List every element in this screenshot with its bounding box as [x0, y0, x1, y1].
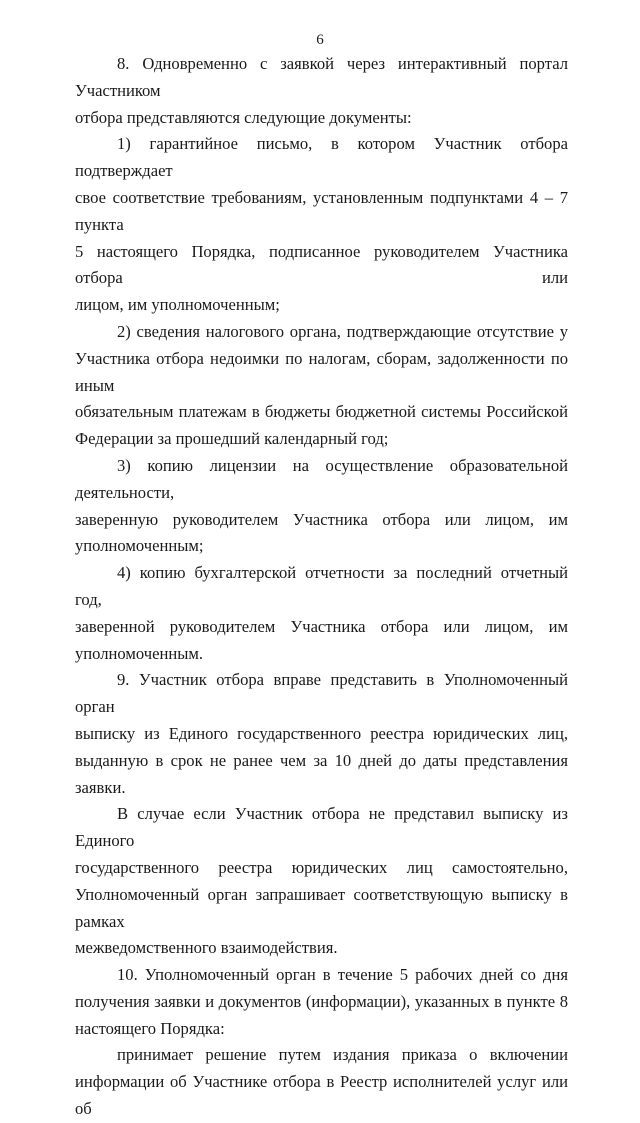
text-line: Участника отбора недоимки по налогам, сборам, задолженности по иным	[75, 348, 568, 395]
paragraph-9	[75, 667, 568, 801]
text-line: межведомственного взаимодействия.	[75, 938, 338, 958]
text-line: настоящего Порядка:	[75, 1018, 225, 1038]
text-line: 4) копию бухгалтерской отчетности за последний отчетный год,	[75, 563, 568, 609]
text-line: принимает решение путем издания приказа о включении	[117, 1045, 568, 1065]
text-line: заверенной руководителем Участника отбора или лицом, им	[75, 616, 568, 636]
paragraph-9-extract	[75, 801, 568, 962]
text-line: обязательным платежам в бюджеты бюджетной системы Российской	[75, 402, 568, 422]
text-line: 5 настоящего Порядка, подписанное руководителем Участника отбора или	[75, 241, 568, 288]
text-line: выданную в срок не ранее чем за 10 дней до даты представления заявки.	[75, 750, 568, 797]
text-line: 8. Одновременно с заявкой через интерактивный портал Участником	[75, 54, 568, 100]
text-line: 9. Участник отбора вправе представить в Уполномоченный орган	[75, 670, 568, 717]
page-number: 6	[316, 32, 324, 48]
text-line: В случае если Участник отбора не представил выписку из Единого	[75, 804, 568, 851]
text-line: отбора представляются следующие документы:	[75, 107, 412, 127]
paragraph-8-4	[75, 560, 568, 667]
text-line: лицом, им уполномоченным;	[75, 295, 280, 315]
text-line: информации об Участнике отбора в Реестр исполнителей услуг или об	[75, 1072, 568, 1119]
document-body	[75, 51, 568, 1123]
text-line: 10. Уполномоченный орган в течение 5 рабочих дней со дня	[117, 965, 568, 985]
text-line: Федерации за прошедший календарный год;	[75, 429, 389, 449]
text-line: 2) сведения налогового органа, подтверждающие отсутствие у	[117, 321, 568, 341]
paragraph-8-1	[75, 131, 568, 319]
text-line: Уполномоченный орган запрашивает соответствующую выписку в рамках	[75, 884, 568, 931]
paragraph-8	[75, 51, 568, 131]
text-line: уполномоченным;	[75, 536, 204, 556]
text-line: заверенную руководителем Участника отбора или лицом, им	[75, 509, 568, 529]
text-line: уполномоченным.	[75, 643, 204, 663]
paragraph-10	[75, 962, 568, 1042]
text-line: получения заявки и документов (информации), указанных в пункте 8	[75, 991, 568, 1011]
text-line: 3) копию лицензии на осуществление образовательной деятельности,	[75, 455, 568, 502]
paragraph-8-3	[75, 453, 568, 560]
text-line: свое соответствие требованиям, установленным подпунктами 4 – 7 пункта	[75, 187, 568, 234]
paragraph-10-decision	[75, 1042, 568, 1122]
text-line: 1) гарантийное письмо, в котором Участник отбора подтверждает	[75, 134, 568, 181]
paragraph-8-2	[75, 319, 568, 453]
text-line: государственного реестра юридических лиц самостоятельно,	[75, 857, 568, 877]
text-line: выписку из Единого государственного реестра юридических лиц,	[75, 723, 568, 743]
